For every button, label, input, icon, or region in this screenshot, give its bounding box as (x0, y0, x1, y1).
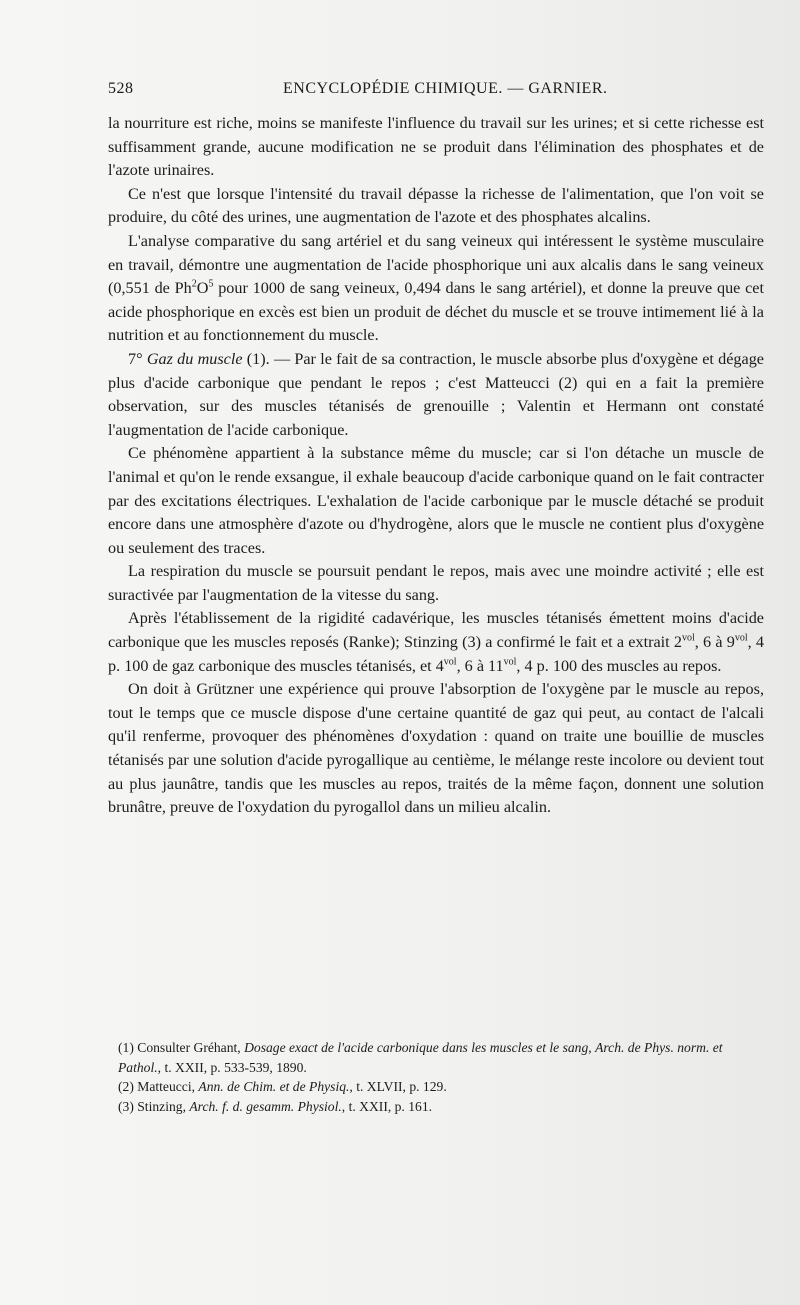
paragraph-8: On doit à Grützner une expérience qui prouve l'absorption de l'oxygène par le muscle au repos, tout le temps que ce muscle dispose d'une certaine quantité de gaz qui peut, au contact de l'alcali qu'il renferme, provoquer des phénomènes d'oxydation : quand on traite une bouillie de muscles tétanisés par une solution d'acide pyrogallique au centième, le mélange reste incolore ou devient tout au plus jaunâtre, tandis que les muscles au repos, traités de la même façon, donnent une solution brunâtre, preuve de l'oxydation du pyrogallol dans un milieu alcalin. (108, 680, 764, 817)
paragraph-5: Ce phénomène appartient à la substance même du muscle; car si l'on détache un muscle de l'animal et qu'on le rende exsangue, il exhale beaucoup d'acide carbonique quand on le fait contracter par des excitations électriques. L'exhalation de l'acide carbonique par le muscle détaché se produit encore dans une atmosphère d'azote ou d'hydrogène, alors que le muscle ne contient plus d'oxygène ou seulement des traces. (108, 444, 764, 557)
page-number: 528 (108, 80, 134, 97)
running-title: ENCYCLOPÉDIE CHIMIQUE. — GARNIER. (283, 80, 608, 97)
page-header (108, 80, 768, 104)
paragraph-7: Après l'établissement de la rigidité cadavérique, les muscles tétanisés émettent moins d'acide carbonique que les muscles reposés (Ranke); Stinzing (3) a confirmé le fait et a extrait $2^{vol}$, 6 à $9^{vol}$, 4 p. 100 de gaz carbonique des muscles tétanisés, et $4^{vol}$, 6 à $11^{vol}$, 4 p. 100 des muscles au repos. (108, 609, 765, 675)
section-number: 7° (128, 349, 147, 368)
paragraph-2: Ce n'est que lorsque l'intensité du travail dépasse la richesse de l'alimentation, que l'on voit se produire, du côté des urines, une augmentation de l'azote et des phosphates alcalins. (108, 184, 764, 227)
paragraph-4: 7° Gaz du muscle (1). — Par le fait de sa contraction, le muscle absorbe plus d'oxygène et dégage plus d'acide carbonique que pendant le repos ; c'est Matteucci (2) qui en a fait la première observation, sur des muscles tétanisés de grenouille ; Valentin et Hermann ont constaté l'augmentation de l'acide carbonique. (108, 349, 764, 439)
paragraph-3: L'analyse comparative du sang artériel et du sang veineux qui intéressent le système musculaire en travail, démontre une augmentation de l'acide phosphorique uni aux alcalis dans le sang veineux (0,551 de $Ph^2O^5$ pour 1000 de sang veineux, 0,494 dans le sang artériel), et donne la preuve que cet acide phosphorique en excès est bien un produit de déchet du muscle et se trouve intimement lié à la nutrition et au fonctionnement du muscle. (108, 231, 764, 345)
section-title: Gaz du muscle (146, 349, 243, 368)
footnote-1: (1) Consulter Gréhant, Dosage exact de l'acide carbonique dans les muscles et le sang, Arch. de Phys. norm. et Pathol., t. XXII, p. 533-539, 1890. (118, 1040, 723, 1075)
footnotes (118, 1038, 768, 1116)
footnote-3: (3) Stinzing, Arch. f. d. gesamm. Physiol., t. XXII, p. 161. (118, 1098, 433, 1114)
main-text (108, 112, 764, 820)
paragraph-1: la nourriture est riche, moins se manifeste l'influence du travail sur les urines; et si cette richesse est suffisamment grande, aucune modification ne se produit dans l'élimination des phosphates et de l'azote urinaires. (108, 114, 764, 180)
footnote-2: (2) Matteucci, Ann. de Chim. et de Physiq., t. XLVII, p. 129. (118, 1079, 447, 1094)
paragraph-6: La respiration du muscle se poursuit pendant le repos, mais avec une moindre activité ; elle est suractivée par l'augmentation de la vitesse du sang. (108, 562, 764, 604)
